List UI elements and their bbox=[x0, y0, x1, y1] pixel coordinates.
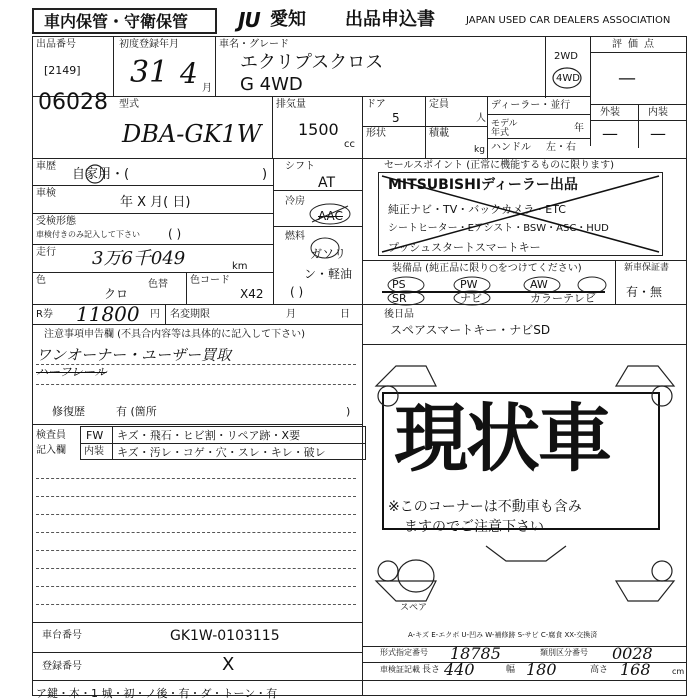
ac-circle bbox=[308, 202, 352, 226]
exterior-score: — bbox=[602, 124, 618, 143]
shape-label: 形状 bbox=[366, 128, 386, 139]
equipment-item: SR bbox=[392, 292, 407, 305]
spec-no-label-2: 類別区分番号 bbox=[540, 648, 588, 657]
eval-score: — bbox=[618, 68, 636, 89]
color-change-label: 色替 bbox=[148, 279, 168, 290]
capacity-label: 定員 bbox=[429, 99, 449, 110]
equipment-label: 装備品 (純正品に限り○をつけてください) bbox=[392, 263, 582, 274]
history-label: 車歴 bbox=[36, 161, 56, 172]
drive-4wd: 4WD bbox=[556, 73, 580, 84]
drive-4wd-circle bbox=[550, 66, 584, 90]
interior-check-text: キズ・汚レ・コゲ・穴・スレ・キレ・破レ bbox=[117, 446, 326, 459]
displacement-label: 排気量 bbox=[276, 99, 306, 110]
lot-label: 出品番号 bbox=[36, 39, 76, 50]
r-price-label: R券 bbox=[36, 309, 53, 320]
form-title: 出品申込書 bbox=[345, 9, 435, 30]
frame-value: GK1W-0103115 bbox=[170, 628, 280, 644]
receipt-label: 受検形態 bbox=[36, 216, 76, 227]
mileage-label: 走行 bbox=[36, 247, 56, 258]
frame-label: 車台番号 bbox=[42, 630, 82, 641]
name-change-month: 月 bbox=[286, 309, 296, 320]
sales-point-line: MITSUBISHIディーラー出品 bbox=[388, 177, 578, 193]
dealer-label: ディーラー・並行 bbox=[491, 100, 571, 111]
doors-label: ドア bbox=[366, 99, 386, 110]
ac-value: AAC bbox=[318, 209, 343, 223]
height-label: 高さ bbox=[590, 665, 609, 675]
receipt-value: ( ) bbox=[168, 227, 182, 241]
eval-label: 評価点 bbox=[612, 39, 660, 50]
capacity-unit: 人 bbox=[476, 113, 486, 124]
ju-logo: JU bbox=[238, 8, 260, 32]
shift-value: AT bbox=[318, 175, 336, 191]
association-name: JAPAN USED CAR DEALERS ASSOCIATION bbox=[466, 15, 671, 26]
exterior-label: 外装 bbox=[600, 107, 620, 118]
model-label: 車名・グレード bbox=[219, 39, 289, 50]
status-stamp-text: 現状車 bbox=[394, 396, 610, 482]
inspection-label: 車検 bbox=[36, 188, 56, 199]
fuel-value: ガソリン・軽油 bbox=[303, 247, 352, 281]
org-name: 愛知 bbox=[270, 9, 306, 30]
equipment-item: カラーテレビ bbox=[530, 292, 596, 305]
sales-points-label: セールスポイント (正常に機能するものに限ります) bbox=[384, 160, 615, 171]
model-name: エクリプスクロス bbox=[240, 52, 384, 73]
repair-close: ) bbox=[346, 405, 351, 418]
r-price-value: 11800 bbox=[76, 302, 140, 326]
fuel-label: 燃料 bbox=[285, 231, 305, 242]
bottom-row: ア鍵・本・1 城・初・ノ後・有・ダ・トーン・有 bbox=[36, 687, 278, 700]
fw-text: キズ・飛石・ヒビ割・リペア跡・X要 bbox=[117, 429, 301, 442]
receipt-sub: 車検付きのみ記入して下さい bbox=[36, 230, 140, 239]
mileage-value: 3万6千049 bbox=[92, 248, 186, 269]
drive-2wd: 2WD bbox=[554, 51, 578, 62]
length-value: 440 bbox=[444, 660, 475, 679]
type-value: DBA-GK1W bbox=[122, 120, 262, 148]
color-value: クロ bbox=[104, 287, 129, 301]
mileage-unit: km bbox=[232, 261, 248, 272]
inspector-label: 検査員 bbox=[36, 430, 66, 441]
height-value: 168 bbox=[620, 660, 651, 679]
first-reg-label: 初度登録年月 bbox=[119, 39, 179, 50]
storage-title: 車内保管・守衛保管 bbox=[44, 12, 189, 31]
color-code: X42 bbox=[240, 287, 264, 301]
sales-point-line: 純正ナビ・TV・バックカメラ・ETC bbox=[388, 203, 566, 216]
sales-points-cross bbox=[378, 172, 663, 256]
shift-label: シフト bbox=[285, 161, 315, 172]
equipment-item: PS bbox=[392, 278, 406, 291]
car-diagram bbox=[366, 346, 684, 636]
reg-no-value: X bbox=[222, 654, 235, 675]
fuel-other: ( ) bbox=[290, 285, 304, 299]
load-label: 積載 bbox=[429, 128, 449, 139]
spec-no-label: 形式指定番号 bbox=[380, 648, 428, 657]
storage-title-box bbox=[32, 8, 217, 34]
inspection-value: 年 X 月( 日) bbox=[120, 195, 191, 210]
interior-check-label: 内装 bbox=[84, 446, 104, 457]
name-change-label: 名変期限 bbox=[170, 309, 210, 320]
history-close: ) bbox=[262, 167, 268, 182]
notes-label: 注意事項申告欄 (不具合内容等は具体的に記入して下さい) bbox=[44, 329, 305, 340]
interior-label: 内装 bbox=[648, 107, 668, 118]
size-label: 車検証記載 bbox=[380, 665, 420, 674]
sales-point-line: プッシュスタートスマートキー bbox=[388, 241, 541, 254]
first-reg-month: 4 bbox=[180, 57, 198, 90]
warranty-label: 新車保証書 bbox=[624, 263, 670, 273]
lot-number: 06028 bbox=[38, 90, 108, 115]
width-value: 180 bbox=[526, 660, 557, 679]
handle-value: 左・右 bbox=[546, 142, 576, 153]
displacement-unit: cc bbox=[344, 139, 355, 150]
status-stamp-note-2: ますのでご注意下さい bbox=[404, 519, 544, 535]
spare-label: スペア bbox=[400, 603, 428, 613]
handle-label: ハンドル bbox=[491, 142, 531, 153]
size-unit: cm bbox=[672, 667, 685, 676]
repair-label: 修復歴 bbox=[52, 405, 85, 418]
model-grade: G 4WD bbox=[240, 74, 303, 95]
length-label: 長さ bbox=[422, 665, 441, 675]
type-label: 型式 bbox=[119, 99, 139, 110]
later-items-value: スペアスマートキー・ナビSD bbox=[390, 323, 551, 337]
model-year-unit: 年 bbox=[574, 123, 584, 134]
sales-point-line: シートヒーター・Eアシスト・BSW・ASC・HUD bbox=[388, 223, 609, 234]
color-label: 色 bbox=[36, 275, 46, 286]
warranty-value: 有・無 bbox=[626, 285, 663, 299]
spec-no-value-2: 0028 bbox=[612, 644, 653, 663]
fw-label: FW bbox=[86, 429, 104, 442]
equipment-item: AW bbox=[530, 278, 548, 291]
notes-line-1: ワンオーナー・ユーザー買取 bbox=[36, 346, 232, 364]
fuel-circle bbox=[308, 236, 342, 260]
status-stamp-note-1: ※このコーナーは不動車も含み bbox=[388, 499, 582, 515]
first-reg-year: 31 bbox=[130, 55, 169, 90]
displacement-value: 1500 bbox=[298, 120, 339, 139]
color-code-label: 色コード bbox=[190, 275, 230, 286]
r-price-unit: 円 bbox=[150, 309, 160, 320]
equipment-item: ナビ bbox=[460, 292, 482, 305]
later-items-label: 後日品 bbox=[384, 309, 414, 320]
ac-label: 冷房 bbox=[285, 196, 305, 207]
interior-score: — bbox=[650, 124, 666, 143]
repair-value: 有 (箇所 bbox=[116, 405, 157, 418]
width-label: 幅 bbox=[506, 665, 516, 675]
notes-line-2: ハーフレール bbox=[36, 365, 107, 379]
damage-legend: A-キズ E-エクボ U-凹み W-補修跡 S-サビ C-腐食 XX-交換済 bbox=[408, 631, 598, 639]
reg-no-label: 登録番号 bbox=[42, 661, 82, 672]
history-circle bbox=[84, 163, 106, 185]
first-reg-month-unit: 月 bbox=[202, 83, 212, 94]
inspector-label-2: 記入欄 bbox=[36, 445, 66, 456]
spec-no-value: 18785 bbox=[450, 644, 501, 663]
load-unit: kg bbox=[474, 145, 485, 155]
doors-value: 5 bbox=[392, 111, 400, 125]
lot-code: [2149] bbox=[44, 64, 81, 77]
equipment-circles bbox=[380, 274, 610, 306]
equipment-item: PW bbox=[460, 278, 478, 291]
model-year-label: モデル年式 bbox=[491, 119, 518, 138]
name-change-day: 日 bbox=[340, 309, 350, 320]
history-value: 自家用・( bbox=[72, 167, 130, 182]
